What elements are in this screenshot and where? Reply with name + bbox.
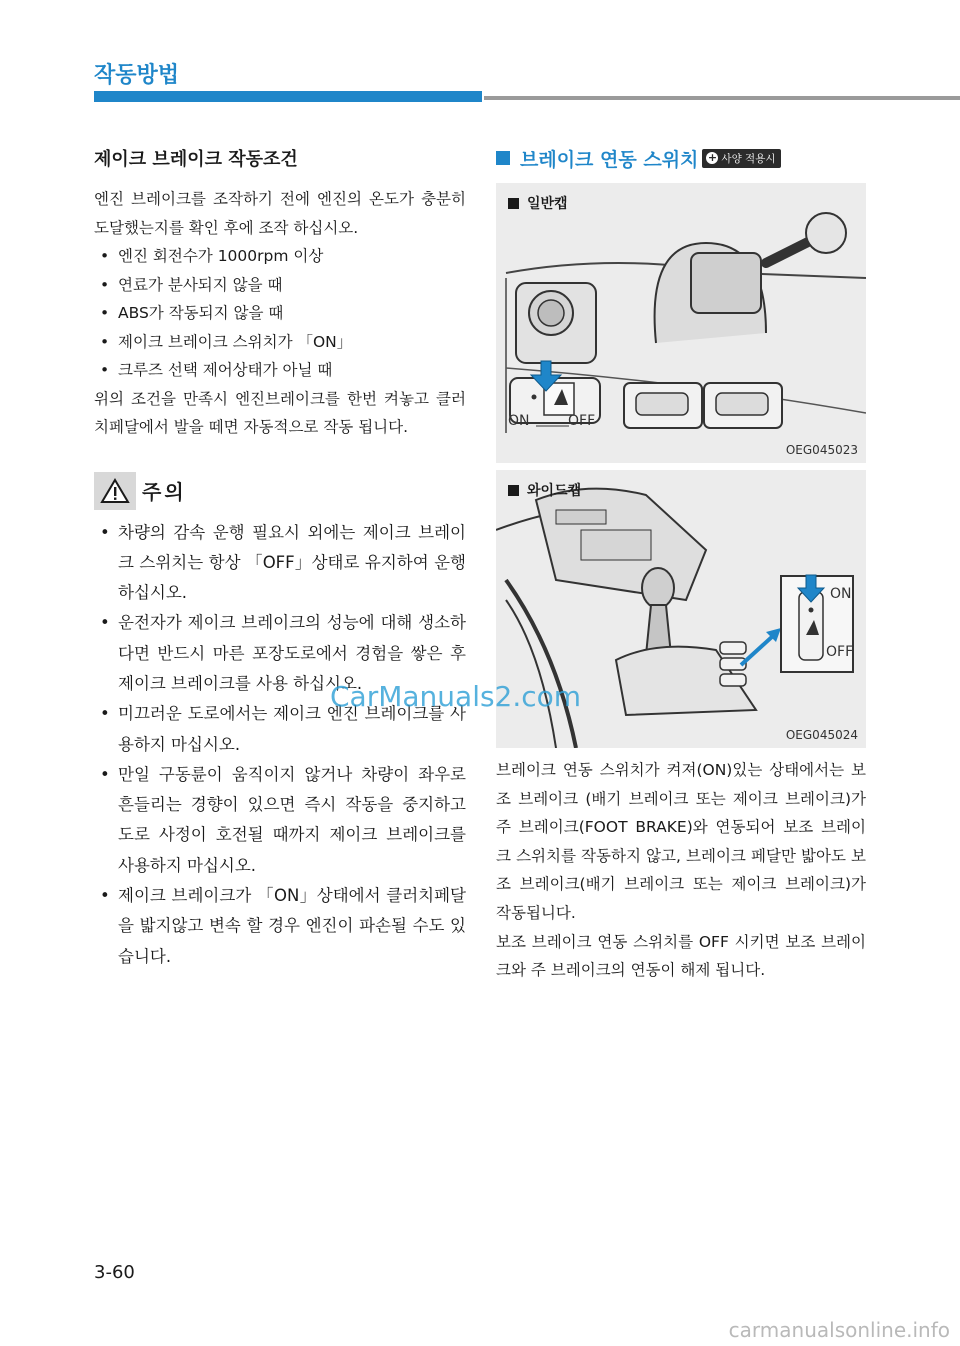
caution-header bbox=[94, 472, 466, 510]
list-item: • 미끄러운 도로에서는 제이크 엔진 브레이크를 사용하지 마십시오. bbox=[94, 699, 466, 760]
figure-standard-cab bbox=[496, 183, 866, 463]
list-item: • 운전자가 제이크 브레이크의 성능에 대해 생소하다면 반드시 마른 포장도로에서 경험을 쌓은 후 제이크 브레이크를 사용 하십시오. bbox=[94, 608, 466, 699]
list-item: • 만일 구동륜이 움직이지 않거나 차량이 좌우로 흔들리는 경향이 있으면 즉시 작동을 중지하고 도로 사정이 호전될 때까지 제이크 브레이크를 사용하지 마십시오. bbox=[94, 760, 466, 881]
plus-circle-icon: + bbox=[707, 151, 718, 164]
outro-paragraph: 위의 조건을 만족시 엔진브레이크를 한번 켜놓고 클러치페달에서 발을 떼면 자동적으로 작동 됩니다. bbox=[94, 389, 466, 436]
figure-label bbox=[508, 480, 581, 500]
list-item: • ABS가 작동되지 않을 때 bbox=[94, 299, 466, 328]
figure-code: OEG045023 bbox=[785, 443, 858, 457]
list-item: • 제이크 브레이크 스위치가 「ON」 bbox=[94, 328, 466, 357]
footer-url: carmanualsonline.info bbox=[728, 1318, 950, 1342]
caution-label: 주의 bbox=[142, 480, 187, 504]
spec-badge bbox=[702, 149, 781, 168]
brake-link-description bbox=[496, 756, 866, 985]
list-item: • 연료가 분사되지 않을 때 bbox=[94, 271, 466, 300]
spec-badge-label: 사양 적용시 bbox=[721, 152, 776, 165]
left-column bbox=[94, 145, 466, 972]
header-rule-gray bbox=[484, 96, 960, 100]
header-rule-blue bbox=[94, 91, 482, 102]
brake-link-switch-title: 브레이크 연동 스위치 bbox=[520, 148, 699, 171]
description-paragraph: 브레이크 연동 스위치가 켜져(ON)있는 상태에서는 보조 브레이크 (배기 브레이크 또는 제이크 브레이크)가 주 브레이크(FOOT BRAKE)와 연동되어 보조 브레이크 스위치를 작동하지 않고, 브레이크 페달만 밟아도 보조 브레이크(배기 브레이크 또는 제이크 브레이크)가 작동됩니다. bbox=[496, 761, 866, 922]
square-bullet-icon bbox=[508, 198, 519, 209]
description-paragraph: 보조 브레이크 연동 스위치를 OFF 시키면 보조 브레이크와 주 브레이크의 연동이 해제 됩니다. bbox=[496, 932, 866, 980]
caution-list bbox=[94, 518, 466, 972]
switch-on-label: ON bbox=[508, 413, 530, 429]
switch-off-label: OFF bbox=[826, 644, 854, 660]
list-item: • 엔진 회전수가 1000rpm 이상 bbox=[94, 242, 466, 271]
right-column bbox=[496, 145, 866, 985]
square-bullet-icon bbox=[496, 151, 510, 165]
figure-label-text: 일반캡 bbox=[527, 196, 568, 212]
brake-link-switch-heading bbox=[496, 145, 866, 171]
list-item: • 크루즈 선택 제어상태가 아닐 때 bbox=[94, 356, 466, 385]
caution-box bbox=[94, 472, 466, 972]
switch-off-label: OFF bbox=[568, 413, 596, 429]
figure-code: OEG045024 bbox=[785, 728, 858, 742]
jake-brake-conditions-title: 제이크 브레이크 작동조건 bbox=[94, 149, 298, 170]
warning-triangle-icon bbox=[94, 472, 136, 510]
intro-paragraph: 엔진 브레이크를 조작하기 전에 엔진의 온도가 충분히 도달했는지를 확인 후에 조작 하십시오. bbox=[94, 190, 466, 237]
section-header: 작동방법 bbox=[94, 63, 180, 88]
switch-on-label: ON bbox=[830, 586, 852, 602]
list-item: • 제이크 브레이크가 「ON」상태에서 클러치페달을 밟지않고 변속 할 경우 엔진이 파손될 수도 있습니다. bbox=[94, 881, 466, 972]
figure-label-text: 와이드캡 bbox=[527, 483, 582, 499]
figure-label bbox=[508, 193, 568, 213]
watermark: CarManuals2.com bbox=[330, 680, 582, 713]
list-item: • 차량의 감속 운행 필요시 외에는 제이크 브레이크 스위치는 항상 「OFF」상태로 유지하여 운행하십시오. bbox=[94, 518, 466, 609]
conditions-list bbox=[94, 242, 466, 385]
square-bullet-icon bbox=[508, 485, 519, 496]
page-number: 3-60 bbox=[94, 1262, 135, 1283]
dashboard-illustration bbox=[496, 183, 866, 463]
